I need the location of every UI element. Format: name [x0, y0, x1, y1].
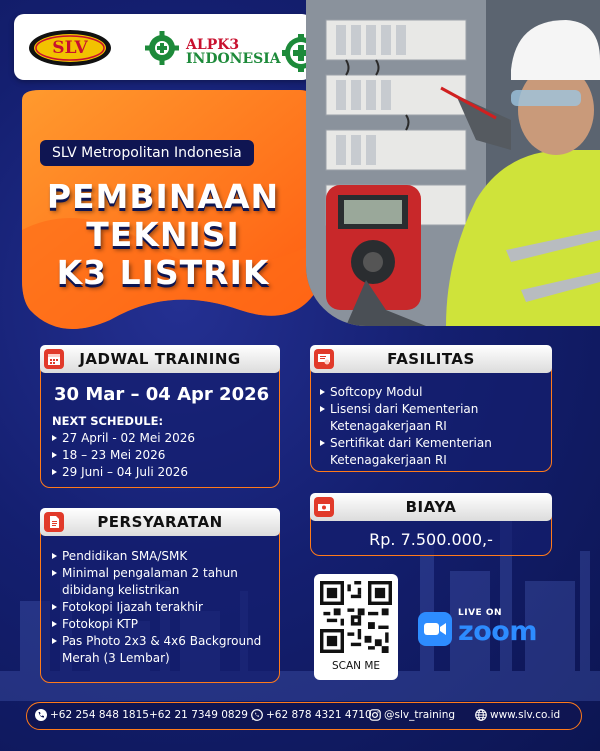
- instagram-contact[interactable]: [369, 703, 455, 728]
- list-item: 29 Juni – 04 Juli 2026: [52, 464, 272, 481]
- document-icon: [44, 512, 64, 532]
- certificate-icon: [314, 349, 334, 369]
- next-schedule-heading: NEXT SCHEDULE:: [52, 414, 164, 428]
- whatsapp-contact[interactable]: [251, 703, 372, 728]
- list-item: Fotokopi Ijazah terakhir: [52, 599, 277, 616]
- whatsapp-text: +62 878 4321 4710: [266, 709, 372, 721]
- qr-code[interactable]: [320, 581, 392, 653]
- persyaratan-list: [52, 548, 277, 667]
- globe-icon: [475, 709, 487, 721]
- list-item: Softcopy Modul: [320, 384, 545, 401]
- title-line-1: PEMBINAAN: [46, 177, 280, 216]
- instagram-text: @slv_training: [384, 709, 456, 721]
- list-item: Pas Photo 2x3 & 4x6 Background: [52, 633, 277, 650]
- logo-bar: [14, 14, 312, 80]
- list-item: Pendidikan SMA/SMK: [52, 548, 277, 565]
- fasilitas-list: [320, 384, 545, 469]
- slv-logo-text: SLV: [52, 38, 88, 58]
- list-item: 18 – 23 Mei 2026: [52, 447, 272, 464]
- subtitle-pill: SLV Metropolitan Indonesia: [40, 140, 254, 166]
- list-item-continuation: Ketenagakerjaan RI: [330, 419, 447, 433]
- alpk3-line1: ALPK3: [186, 37, 240, 53]
- website-text: www.slv.co.id: [490, 709, 561, 721]
- list-item: Minimal pengalaman 2 tahun: [52, 565, 277, 582]
- whatsapp-icon: [251, 709, 263, 721]
- phone-1-text: +62 254 848 1815: [50, 709, 149, 721]
- website-link[interactable]: [475, 703, 560, 728]
- jadwal-heading: JADWAL TRAINING: [40, 345, 280, 373]
- price-value: Rp. 7.500.000,-: [369, 530, 493, 549]
- zoom-wordmark: zoom: [458, 616, 537, 647]
- main-training-dates: 30 Mar – 04 Apr 2026: [54, 384, 270, 405]
- phone-contact-1[interactable]: [35, 703, 149, 728]
- title-line-2: TEKNISI: [86, 215, 240, 254]
- biaya-heading: BIAYA: [310, 493, 552, 521]
- alpk3-line2: INDONESIA: [186, 51, 281, 67]
- qr-scan-label: SCAN ME: [331, 660, 381, 672]
- list-item: 27 April - 02 Mei 2026: [52, 430, 272, 447]
- fasilitas-heading: FASILITAS: [310, 345, 552, 373]
- phone-2-text: +62 21 7349 0829: [149, 709, 248, 721]
- calendar-icon: [44, 349, 64, 369]
- page-title: [18, 178, 308, 292]
- zoom-logo: [418, 608, 558, 650]
- phone-icon: [35, 709, 47, 721]
- persyaratan-heading: PERSYARATAN: [40, 508, 280, 536]
- list-item-continuation: Ketenagakerjaan RI: [330, 453, 447, 467]
- list-item: Lisensi dari Kementerian: [320, 401, 545, 418]
- list-item: Fotokopi KTP: [52, 616, 277, 633]
- next-schedule-list: [52, 430, 272, 481]
- list-item-continuation: dibidang kelistrikan: [62, 583, 180, 597]
- instagram-icon: [369, 709, 381, 721]
- live-on-label: LIVE ON: [458, 608, 503, 618]
- qr-code-box[interactable]: [314, 574, 398, 680]
- zoom-camera-icon: [418, 612, 452, 646]
- list-item: Sertifikat dari Kementerian: [320, 435, 545, 452]
- alpk3-logo-text: [186, 38, 281, 66]
- phone-contact-2[interactable]: [149, 703, 248, 728]
- list-item-continuation: Merah (3 Lembar): [62, 651, 170, 665]
- title-line-3: K3 LISTRIK: [56, 253, 270, 292]
- technician-photo: [306, 0, 600, 326]
- contact-footer: [26, 702, 582, 730]
- money-icon: [314, 497, 334, 517]
